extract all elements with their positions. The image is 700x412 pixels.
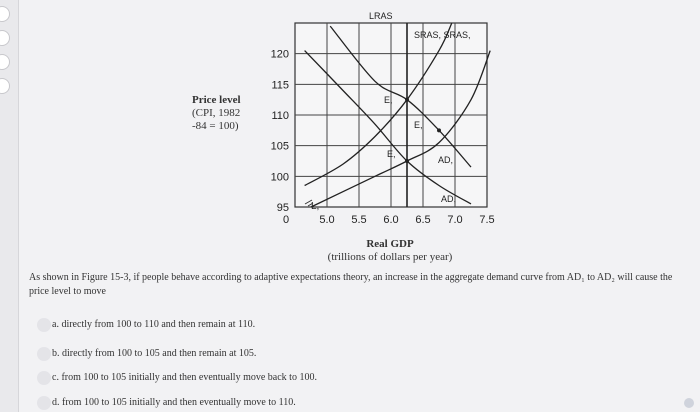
question-text: As shown in Figure 15-3, if people behave according to adaptive expectations theory, an increase in the aggregate demand curve from AD₁ to AD₂ will cause the price level to move: [29, 272, 673, 297]
y-tick-label: 105: [270, 140, 289, 153]
label-sras: SRAS, SRAS,: [414, 30, 471, 40]
radio-option-a[interactable]: [37, 318, 51, 332]
x-tick-label: 5.5: [351, 214, 367, 226]
answer-option-b[interactable]: [37, 346, 437, 362]
x-tick-label: 6.0: [383, 214, 399, 226]
x-axis-title-line-1: Real GDP: [366, 238, 414, 250]
point-e2: [437, 128, 441, 132]
answer-option-c[interactable]: [37, 370, 437, 386]
scroll-indicator-icon: [684, 398, 694, 408]
y-tick-label: 115: [271, 79, 289, 92]
x-tick-label: 7.5: [479, 214, 495, 226]
origin-label: 0: [282, 214, 290, 226]
answer-text-a: a. directly from 100 to 110 and then remain at 110.: [52, 319, 256, 330]
label-ad2: AD,: [438, 155, 454, 165]
answer-text-d: d. from 100 to 105 initially and then eventually move to 110.: [52, 397, 296, 408]
answer-option-d[interactable]: [37, 395, 437, 411]
x-tick-label: 6.5: [415, 214, 431, 226]
radio-option-b[interactable]: [37, 347, 51, 361]
answer-text-b: b. directly from 100 to 105 and then remain at 105.: [52, 348, 257, 359]
x-tick-label: 7.0: [447, 214, 463, 226]
point-e1: [405, 159, 409, 163]
x-axis-title: [300, 238, 480, 264]
label-e1: E,: [387, 149, 396, 159]
answer-option-a[interactable]: [37, 317, 437, 333]
label-e2: E,: [414, 120, 423, 130]
y-axis-title-line-3: -84 = 100): [192, 120, 239, 132]
x-tick-label: 5.0: [319, 214, 335, 226]
y-axis-title-line-1: Price level: [192, 94, 241, 106]
label-e3: E,: [384, 95, 393, 105]
y-tick-label: 110: [271, 110, 289, 122]
label-ad1: AD,: [441, 194, 457, 204]
label-lras: LRAS: [369, 11, 393, 21]
point-e3: [405, 98, 409, 102]
y-axis-title-line-2: (CPI, 1982: [192, 107, 241, 119]
radio-option-c[interactable]: [37, 371, 51, 385]
y-tick-label: 100: [270, 171, 289, 184]
x-axis-title-line-2: (trillions of dollars per year): [327, 251, 453, 263]
radio-option-d[interactable]: [37, 396, 51, 410]
y-tick-label: 95: [276, 202, 289, 214]
y-tick-label: 120: [270, 48, 289, 61]
answer-text-c: c. from 100 to 105 initially and then eventually move back to 100.: [52, 372, 317, 383]
label-axis-mark: L,: [311, 201, 320, 212]
